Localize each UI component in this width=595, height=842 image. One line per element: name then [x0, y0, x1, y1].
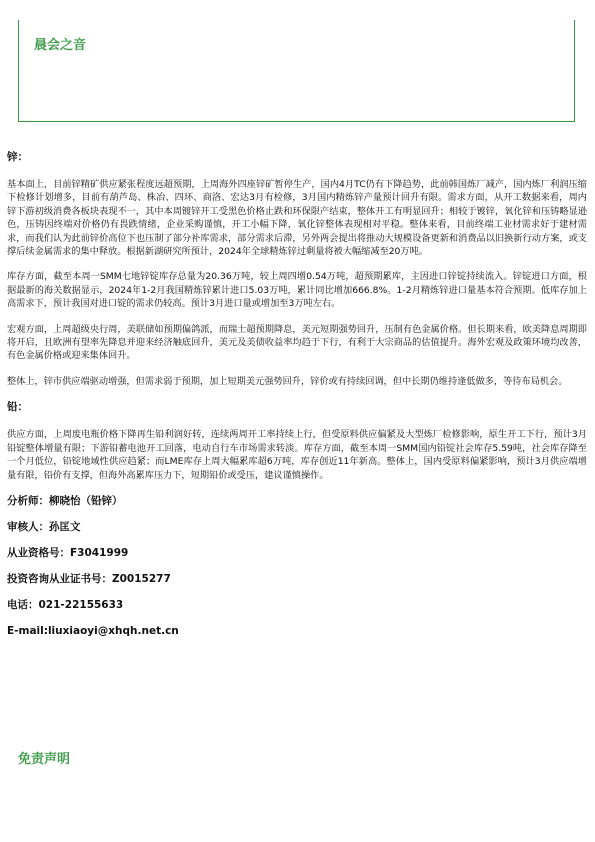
zinc-paragraph: 基本面上，目前锌精矿供应紧张程度远超预期，上周海外四座锌矿暂停生产，国内4月TC仍有下降趋势，此前韩国炼厂减产，国内炼厂利润压缩下检修计划增多，目前有葫芦岛、株冶、四环、商洛、宏达3月有检修，3月国内精炼锌产量预计回升有限。需求方面，从开工数据来看，周内锌下游初级消费各板块表现不一，其中本周镀锌开工受黑色价格止跌和环保限产结束，整体开工有明显回升；相较于镀锌，氧化锌和压铸略显逊色，压铸因终端对价格仍有畏跌情绪，企业采购谨慎，开工小幅下降，氧化锌整体表现相对平稳。整体来看，目前终端工业材需求好于建材需求，而我们认为此前锌价高位下也压制了部分补库需求，部分需求后滞，另外两会提出将推动大规模设备更新和消费品以旧换新行动方案，或支撑后续金属需求的集中释放。根据新湖研究所预计，2024年全球精炼锌过剩量将被大幅缩减至20万吨。	[7, 179, 587, 258]
consulting-cert-line: 投资咨询从业证书号：Z0015277	[7, 572, 171, 585]
analyst-line: 分析师：柳晓怡（铅锌）	[7, 494, 123, 507]
zinc-paragraph: 库存方面，截至本周一SMM七地锌锭库存总量为20.36万吨，较上周四增0.54万吨，超预期累库，主因进口锌锭持续流入。锌锭进口方面，根据最新的海关数据显示，2024年1-2月我国精炼锌累计进口5.03万吨，累计同比增加666.8%。1-2月精炼锌进口量基本符合预期。低库存加上高需求下，预计我国对进口锭的需求仍较高。预计3月进口量或增加至3万吨左右。	[7, 271, 587, 310]
report-body	[7, 150, 587, 650]
lead-paragraph: 供应方面，上周废电瓶价格下降再生铅利润好转，连续两周开工率持续上行，但受原料供应偏紧及大型炼厂检修影响，原生开工下行，预计3月铅锭整体增量有限；下游铅蓄电池开工回落，电动自行车市场需求转淡。库存方面，截至本周一SMM国内铅锭社会库存5.59吨，社会库存降至一个月低位，铅锭地域性供应趋紧；而LME库存上周大幅累库超6万吨，库存创近11年新高。整体上，国内受原料偏紧影响，预计3月供应端增量有限，铅价有支撑，但海外高累库压力下，短期铅价或受压，建议谨慎操作。	[7, 429, 587, 481]
phone-line: 电话：021-22155633	[7, 598, 124, 611]
reviewer-line: 审核人：孙匡文	[7, 520, 81, 533]
zinc-paragraph: 整体上，锌市供应端驱动增强，但需求弱于预期，加上短期美元强势回升，锌价或有持续回调，但中长期仍维持逢低做多，等待布局机会。	[7, 375, 568, 387]
disclaimer-title: 免责声明	[18, 752, 71, 767]
zinc-heading: 锌：	[7, 151, 28, 163]
section-frame	[18, 20, 575, 122]
email-line[interactable]: E-mail:liuxiaoyi@xhqh.net.cn	[7, 624, 179, 637]
zinc-paragraph: 宏观方面，上周超级央行周，美联储如预期偏鸽派，而瑞士超预期降息，美元短期强势回升，压制有色金属价格。但长期来看，欧美降息周期即将开启，且欧洲有望率先降息并迎来经济触底回升，美元及美债收益率均趋于下行，有利于大宗商品的估值提升。海外宏观及政策环境均改善，有色金属价格或迎来集体回升。	[7, 323, 587, 362]
lead-heading: 铅：	[7, 401, 28, 414]
section-title: 晨会之音	[32, 34, 88, 53]
qualification-line: 从业资格号：F3041999	[7, 546, 129, 559]
